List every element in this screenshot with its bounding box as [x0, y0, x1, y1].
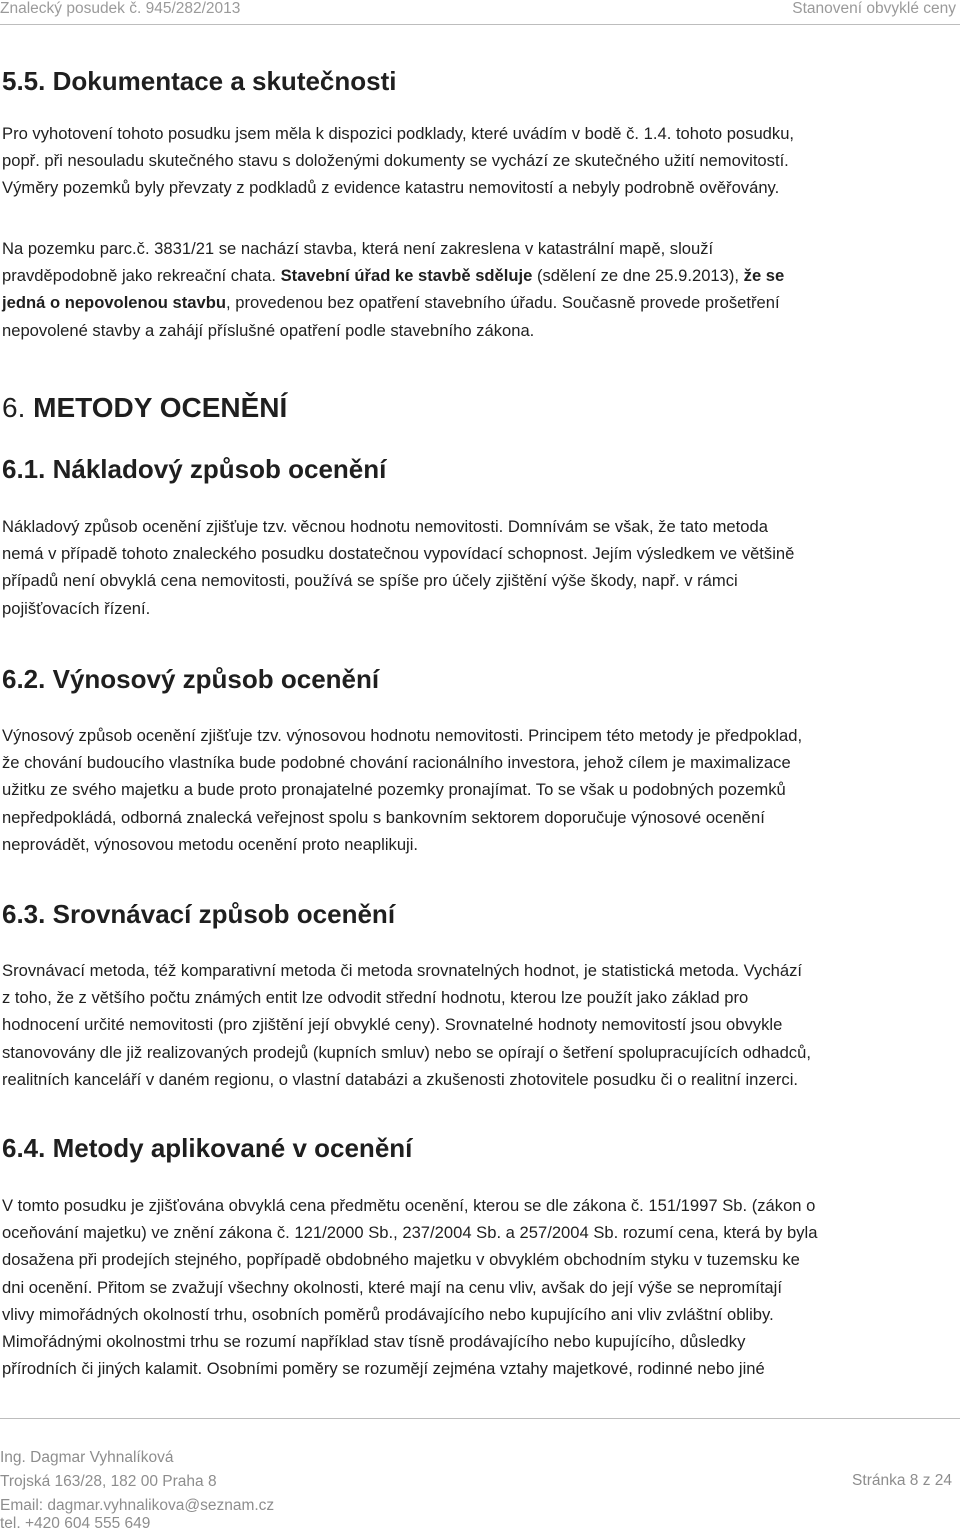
footer-author-name: Ing. Dagmar Vyhnalíková [0, 1449, 174, 1466]
header-section-title: Stanovení obvyklé ceny [792, 0, 956, 17]
heading-title: METODY OCENĚNÍ [33, 392, 288, 423]
heading-6-1 [2, 454, 386, 484]
heading-5-5 [2, 66, 397, 96]
paragraph-income-method [2, 722, 958, 858]
text-line: že chování budoucího vlastníka bude podobné chování racionálního investora, jehož cílem je maximalizace [2, 753, 791, 773]
bold-text: Stavební úřad ke stavbě sděluje [280, 266, 533, 286]
text-line: vlivy mimořádných okolností trhu, osobních poměrů prodávajícího nebo kupujícího ani vliv zvláštní obliby. [2, 1304, 774, 1324]
text-run: (sdělení ze dne 25.9.2013), [532, 266, 744, 286]
heading-6 [2, 392, 287, 424]
text-line: z toho, že z většího počtu známých entit lze odvodit střední hodnotu, kterou lze použít jako základ pro [2, 988, 749, 1008]
heading-number: 6. [2, 392, 26, 423]
text-line: Nákladový způsob ocenění zjišťuje tzv. věcnou hodnotu nemovitosti. Domnívám se však, že tato metoda [2, 517, 768, 536]
text-line: Srovnávací metoda, též komparativní metoda či metoda srovnatelných hodnot, je statistická metoda. Vychází [2, 961, 802, 980]
text-line: hodnocení určité nemovitosti (pro zjištění její obvyklé ceny). Srovnatelné hodnoty nemovitostí jsou obvykle [2, 1015, 783, 1035]
text-line: nemá v případě tohoto znaleckého posudku dostatečnou vypovídací schopnost. Jejím výsledkem ve většině [2, 544, 795, 564]
footer-email: Email: dagmar.vyhnalikova@seznam.cz [0, 1497, 275, 1514]
text-line: popř. při nesouladu skutečného stavu s doloženými dokumenty se vychází ze skutečného užití nemovitostí. [2, 151, 789, 171]
heading-number: 5.5. [2, 66, 46, 96]
text-run: , provedenou bez opatření stavebního úřadu. Současně provede prošetření [226, 293, 780, 313]
paragraph-applied-methods [2, 1192, 958, 1382]
header-document-title: Znalecký posudek č. 945/282/2013 [0, 0, 241, 17]
text-line: přírodních či jiných kalamit. Osobními poměry se rozumějí zejména vztahy majetkové, rodinné nebo jiné [2, 1359, 765, 1379]
heading-6-4 [2, 1133, 412, 1163]
footer-divider [0, 1418, 960, 1419]
text-line: V tomto posudku je zjišťována obvyklá cena předmětu ocenění, kterou se dle zákona č. 151/1997 Sb. (zákon o [2, 1196, 816, 1215]
heading-title: Nákladový způsob ocenění [52, 454, 387, 484]
text-line: případů není obvyklá cena nemovitosti, používá se spíše pro účely zjištění výše škody, např. v rámci [2, 571, 738, 591]
text-line: nepovolené stavby a zahájí příslušné opatření podle stavebního zákona. [2, 320, 535, 340]
text-line: dni ocenění. Přitom se zvažují všechny okolnosti, které mají na cenu vliv, avšak do její výše se nepromítají [2, 1277, 782, 1297]
text-line: pojišťovacích řízení. [2, 598, 151, 618]
text-line: neprovádět, výnosovou metodu ocenění proto neaplikuji. [2, 834, 419, 854]
text-line: oceňování majetku) ve znění zákona č. 121/2000 Sb., 237/2004 Sb. a 257/2004 Sb. rozumí cena, která by byla [2, 1223, 818, 1243]
text-line: realitních kanceláří v daném regionu, o vlastní databázi a zkušenosti zhotovitele posudku či o realitní inzerci. [2, 1069, 799, 1089]
text-line: nepředpokládá, odborná znalecká veřejnost spolu s bankovním sektorem doporučuje výnosové ocenění [2, 807, 765, 827]
text-run: pravděpodobně jako rekreační chata. [2, 266, 281, 286]
heading-title: Dokumentace a skutečnosti [52, 66, 397, 96]
text-line [2, 262, 958, 289]
bold-text: jedná o nepovolenou stavbu [2, 293, 227, 313]
heading-6-2 [2, 664, 379, 694]
heading-number: 6.1. [2, 454, 46, 484]
text-line: dosažena při prodejích stejného, popřípadě obdobného majetku v obvyklém obchodním styku v tuzemsku ke [2, 1250, 800, 1270]
footer-phone: tel. +420 604 555 649 [0, 1515, 151, 1532]
heading-title: Srovnávací způsob ocenění [52, 899, 396, 929]
heading-title: Metody aplikované v ocenění [52, 1133, 413, 1163]
text-line: Mimořádnými okolnostmi trhu se rozumí například stav tísně prodávajícího nebo kupujícího, důsledky [2, 1332, 746, 1352]
paragraph-unpermitted-building [2, 235, 958, 344]
heading-number: 6.2. [2, 664, 46, 694]
footer-address: Trojská 163/28, 182 00 Praha 8 [0, 1473, 217, 1490]
text-line: užitku ze svého majetku a bude proto pronajatelné pozemky pronajímat. To se však u podobných pozemků [2, 780, 786, 800]
paragraph-comparative-method [2, 957, 958, 1093]
bold-text: že se [743, 266, 785, 286]
header-divider [0, 24, 960, 25]
heading-number: 6.4. [2, 1133, 46, 1163]
text-line: Pro vyhotovení tohoto posudku jsem měla k dispozici podklady, které uvádím v bodě č. 1.4. tohoto posudku, [2, 124, 795, 143]
text-line: stanovovány dle již realizovaných prodejů (kupních smluv) nebo se opírají o šetření spolupracujících odhadců, [2, 1042, 811, 1062]
paragraph-cost-method [2, 513, 958, 622]
text-line: Výnosový způsob ocenění zjišťuje tzv. výnosovou hodnotu nemovitosti. Principem této metody je předpoklad, [2, 726, 803, 745]
heading-6-3 [2, 899, 395, 929]
text-line: Výměry pozemků byly převzaty z podkladů z evidence katastru nemovitostí a nebyly podrobně ověřovány. [2, 178, 780, 198]
heading-title: Výnosový způsob ocenění [52, 664, 380, 694]
text-line [2, 289, 958, 316]
text-line: Na pozemku parc.č. 3831/21 se nachází stavba, která není zakreslena v katastrální mapě, slouží [2, 239, 714, 258]
heading-number: 6.3. [2, 899, 46, 929]
footer-page-number: Stránka 8 z 24 [852, 1472, 952, 1489]
paragraph-documentation [2, 120, 958, 202]
